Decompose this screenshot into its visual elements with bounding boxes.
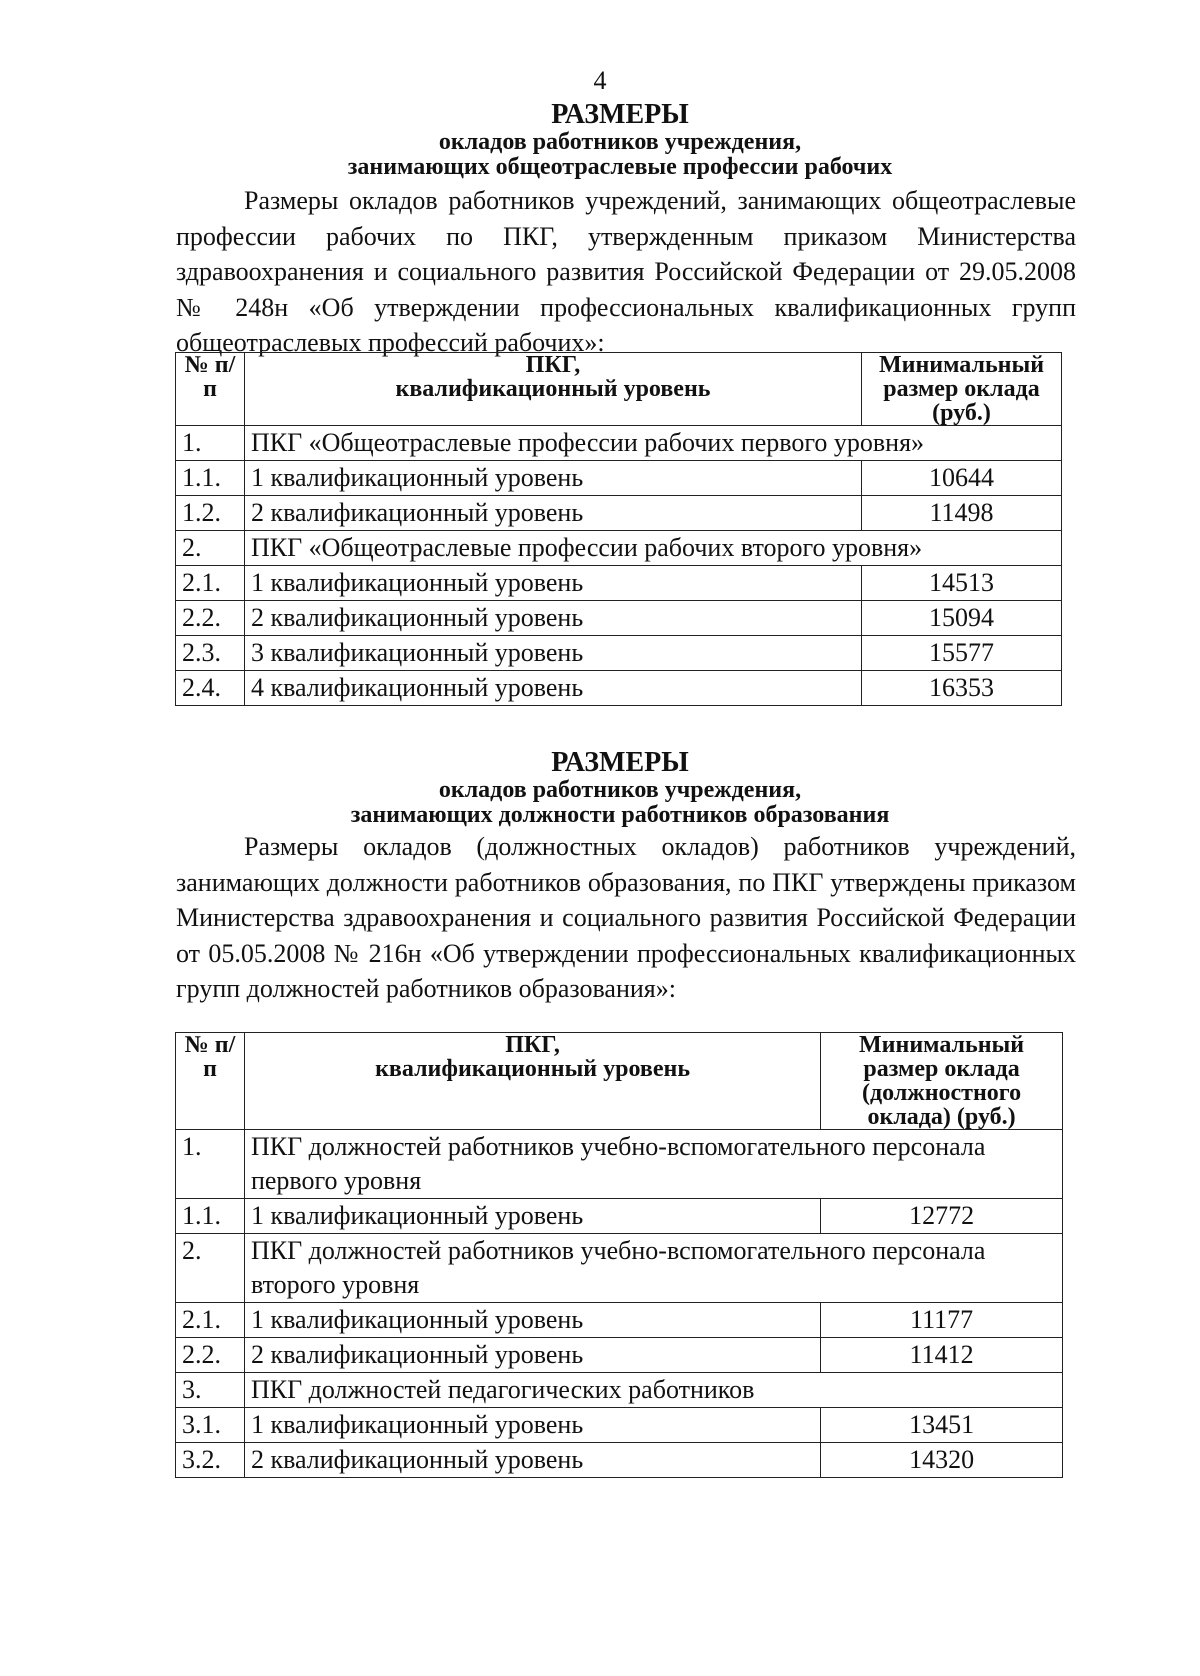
row-num: 2. bbox=[176, 531, 245, 566]
row-num: 1.1. bbox=[176, 1199, 245, 1234]
row-num: 2.2. bbox=[176, 1338, 245, 1373]
table-row bbox=[176, 1373, 1063, 1408]
row-value: 10644 bbox=[862, 461, 1062, 496]
table-row bbox=[176, 1199, 1063, 1234]
table-header-row bbox=[176, 1033, 1063, 1130]
row-group-name: ПКГ должностей работников учебно-вспомогательного персонала второго уровня bbox=[244, 1234, 1062, 1303]
table-row bbox=[176, 671, 1062, 706]
row-value: 11412 bbox=[821, 1338, 1063, 1373]
row-num: 1. bbox=[176, 1130, 245, 1199]
row-value: 11498 bbox=[862, 496, 1062, 531]
section1-subtitle-line2: занимающих общеотраслевые профессии рабочих bbox=[347, 154, 893, 180]
row-num: 2.2. bbox=[176, 601, 245, 636]
row-num: 3. bbox=[176, 1373, 245, 1408]
row-value: 13451 bbox=[821, 1408, 1063, 1443]
row-num: 3.2. bbox=[176, 1443, 245, 1478]
row-num: 2. bbox=[176, 1234, 245, 1303]
row-name: 2 квалификационный уровень bbox=[244, 496, 861, 531]
row-value: 15094 bbox=[862, 601, 1062, 636]
table-row bbox=[176, 461, 1062, 496]
table-row bbox=[176, 1303, 1063, 1338]
row-name: 3 квалификационный уровень bbox=[244, 636, 861, 671]
header-value: Минимальный размер оклада (руб.) bbox=[862, 353, 1062, 426]
row-name: 4 квалификационный уровень bbox=[244, 671, 861, 706]
table-row bbox=[176, 1234, 1063, 1303]
table-row bbox=[176, 601, 1062, 636]
section2-paragraph bbox=[176, 829, 1076, 1007]
header-name-line1: ПКГ, bbox=[505, 1032, 560, 1058]
header-name-line2: квалификационный уровень bbox=[375, 1056, 691, 1082]
table-row bbox=[176, 531, 1062, 566]
row-name: 1 квалификационный уровень bbox=[244, 566, 861, 601]
page-number: 4 bbox=[593, 66, 607, 95]
row-value: 15577 bbox=[862, 636, 1062, 671]
row-num: 2.3. bbox=[176, 636, 245, 671]
row-value: 14320 bbox=[821, 1443, 1063, 1478]
row-num: 2.1. bbox=[176, 1303, 245, 1338]
section1-subtitle-line1: окладов работников учреждения, bbox=[438, 129, 802, 155]
header-num: № п/п bbox=[176, 1033, 245, 1130]
header-value: Минимальный размер оклада (должностного оклада) (руб.) bbox=[821, 1033, 1063, 1130]
row-num: 2.1. bbox=[176, 566, 245, 601]
table-row bbox=[176, 636, 1062, 671]
row-num: 3.1. bbox=[176, 1408, 245, 1443]
row-value: 12772 bbox=[821, 1199, 1063, 1234]
table-row bbox=[176, 566, 1062, 601]
header-num: № п/п bbox=[176, 353, 245, 426]
section2-title: РАЗМЕРЫ bbox=[551, 747, 689, 778]
section1-paragraph bbox=[176, 183, 1076, 361]
row-group-name: ПКГ должностей работников учебно-вспомогательного персонала первого уровня bbox=[244, 1130, 1062, 1199]
section1-paragraph-text: Размеры окладов работников учреждений, занимающих общеотраслевые профессии рабочих по ПКГ, утвержденным приказом Министерства здравоохранения и социального развития Российской Федерации от 29.05.2008 № 248н «Об утверждении профессиональных квалификационных групп общеотраслевых профессий рабочих»: bbox=[176, 186, 1076, 357]
row-group-name: ПКГ «Общеотраслевые профессии рабочих второго уровня» bbox=[244, 531, 1061, 566]
table-header-row bbox=[176, 353, 1062, 426]
row-value: 14513 bbox=[862, 566, 1062, 601]
table-row bbox=[176, 1443, 1063, 1478]
row-group-name: ПКГ «Общеотраслевые профессии рабочих первого уровня» bbox=[244, 426, 1061, 461]
row-num: 2.4. bbox=[176, 671, 245, 706]
section1-table bbox=[175, 352, 1062, 706]
header-name-line2: квалификационный уровень bbox=[395, 376, 711, 402]
section2-heading bbox=[160, 748, 1080, 828]
section2-table bbox=[175, 1032, 1063, 1478]
row-name: 1 квалификационный уровень bbox=[244, 461, 861, 496]
row-name: 2 квалификационный уровень bbox=[244, 601, 861, 636]
table-row bbox=[176, 1338, 1063, 1373]
table-row bbox=[176, 1408, 1063, 1443]
row-name: 2 квалификационный уровень bbox=[244, 1338, 820, 1373]
row-group-name: ПКГ должностей педагогических работников bbox=[244, 1373, 1062, 1408]
table-row bbox=[176, 496, 1062, 531]
table-row bbox=[176, 1130, 1063, 1199]
row-name: 1 квалификационный уровень bbox=[244, 1199, 820, 1234]
section2-subtitle-line1: окладов работников учреждения, bbox=[438, 777, 802, 803]
row-value: 11177 bbox=[821, 1303, 1063, 1338]
section1-title: РАЗМЕРЫ bbox=[551, 99, 689, 130]
row-num: 1. bbox=[176, 426, 245, 461]
row-num: 1.2. bbox=[176, 496, 245, 531]
table-row bbox=[176, 426, 1062, 461]
row-value: 16353 bbox=[862, 671, 1062, 706]
row-name: 2 квалификационный уровень bbox=[244, 1443, 820, 1478]
row-name: 1 квалификационный уровень bbox=[244, 1303, 820, 1338]
header-name-line1: ПКГ, bbox=[525, 352, 581, 378]
header-name bbox=[244, 1033, 820, 1130]
section2-subtitle-line2: занимающих должности работников образования bbox=[350, 802, 890, 828]
section2-paragraph-text: Размеры окладов (должностных окладов) работников учреждений, занимающих должности работников образования, по ПКГ утверждены приказом Министерства здравоохранения и социального развития Российской Федерации от 05.05.2008 № 216н «Об утверждении профессиональных квалификационных групп должностей работников образования»: bbox=[176, 832, 1076, 1003]
header-name bbox=[244, 353, 861, 426]
section1-heading bbox=[160, 100, 1080, 180]
row-num: 1.1. bbox=[176, 461, 245, 496]
row-name: 1 квалификационный уровень bbox=[244, 1408, 820, 1443]
